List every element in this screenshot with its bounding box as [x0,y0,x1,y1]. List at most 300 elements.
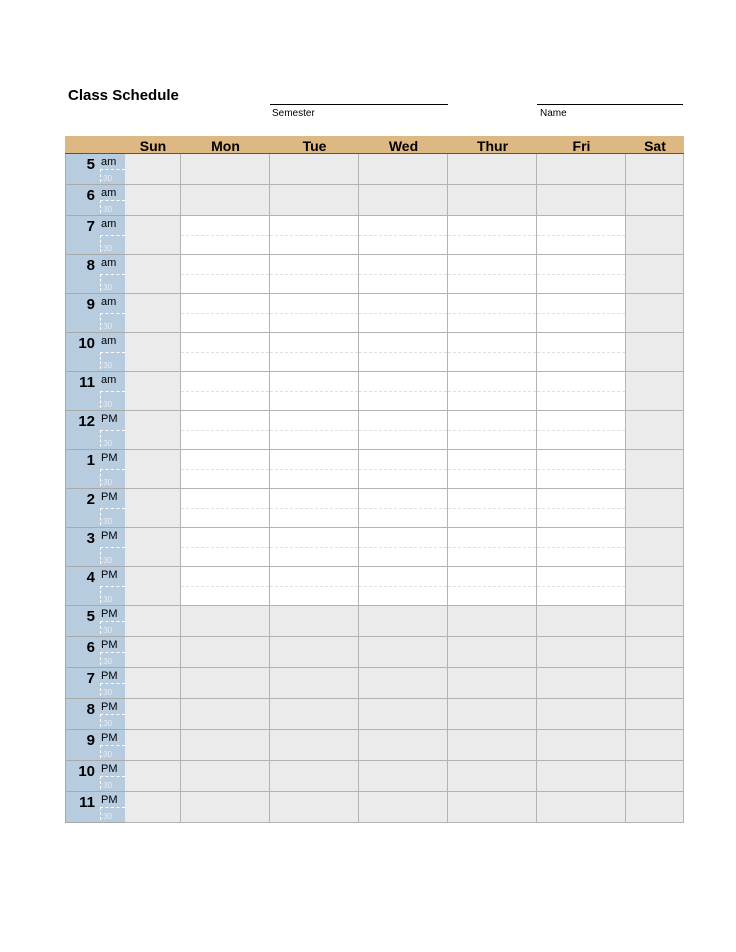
time-row [65,372,684,411]
time-row [65,792,684,823]
half-hour-guide [181,391,269,392]
schedule-cell-fri[interactable] [537,255,626,294]
schedule-cell-wed[interactable] [359,294,448,333]
time-row [65,528,684,567]
schedule-cell-tue[interactable] [270,567,359,606]
schedule-cell-fri[interactable] [537,730,626,761]
schedule-cell-fri[interactable] [537,489,626,528]
schedule-cell-mon[interactable] [181,792,270,823]
schedule-cell-mon[interactable] [181,333,270,372]
schedule-cell-sat[interactable] [626,333,684,372]
half-hour-label: :30 [101,719,113,728]
schedule-cell-sat[interactable] [626,637,684,668]
schedule-cell-fri[interactable] [537,761,626,792]
schedule-cell-sat[interactable] [626,489,684,528]
half-hour-guide [537,586,625,587]
half-hour-guide [181,508,269,509]
half-hour-label: :30 [101,517,113,526]
hour-label: 8 [86,257,95,274]
half-hour-divider [100,714,125,715]
page-title: Class Schedule [68,87,179,104]
half-hour-guide [537,391,625,392]
hour-label: 2 [86,491,95,508]
half-hour-label: :30 [101,556,113,565]
schedule-cell-sat[interactable] [626,567,684,606]
period-label: am [101,257,117,269]
schedule-cell-fri[interactable] [537,372,626,411]
schedule-cell-tue[interactable] [270,606,359,637]
schedule-cell-fri[interactable] [537,668,626,699]
half-hour-label: :30 [101,322,113,331]
half-hour-label: :30 [101,657,113,666]
hour-label: 11 [79,374,95,391]
schedule-cell-mon[interactable] [181,154,270,185]
half-hour-guide [537,508,625,509]
half-hour-guide [359,313,447,314]
half-hour-guide [359,469,447,470]
schedule-cell-wed[interactable] [359,372,448,411]
schedule-cell-sun[interactable] [125,528,181,567]
schedule-cell-sat[interactable] [626,699,684,730]
schedule-cell-wed[interactable] [359,606,448,637]
half-hour-label: :30 [101,244,113,253]
half-hour-divider [100,652,125,653]
half-hour-divider [100,621,125,622]
period-label: PM [101,452,118,464]
schedule-cell-fri[interactable] [537,606,626,637]
time-label-cell [65,761,125,792]
time-label-cell [65,606,125,637]
schedule-cell-thur[interactable] [448,450,537,489]
half-hour-label: :30 [101,750,113,759]
schedule-cell-tue[interactable] [270,489,359,528]
schedule-cell-fri[interactable] [537,411,626,450]
schedule-cell-sun[interactable] [125,668,181,699]
schedule-cell-fri[interactable] [537,216,626,255]
half-hour-guide [270,430,358,431]
time-row [65,294,684,333]
time-row [65,668,684,699]
schedule-cell-thur[interactable] [448,606,537,637]
time-label-cell [65,294,125,333]
schedule-cell-tue[interactable] [270,154,359,185]
period-label: PM [101,763,118,775]
schedule-cell-sat[interactable] [626,372,684,411]
schedule-cell-tue[interactable] [270,333,359,372]
half-hour-guide [181,274,269,275]
half-hour-guide [270,235,358,236]
schedule-cell-thur[interactable] [448,730,537,761]
period-label: am [101,218,117,230]
schedule-cell-tue[interactable] [270,294,359,333]
half-hour-label: :30 [101,812,113,821]
schedule-cell-mon[interactable] [181,637,270,668]
schedule-cell-sun[interactable] [125,255,181,294]
schedule-cell-wed[interactable] [359,489,448,528]
half-hour-guide [448,586,536,587]
period-label: PM [101,701,118,713]
schedule-cell-sat[interactable] [626,185,684,216]
schedule-cell-tue[interactable] [270,528,359,567]
schedule-cell-thur[interactable] [448,668,537,699]
period-label: PM [101,569,118,581]
schedule-cell-fri[interactable] [537,294,626,333]
schedule-cell-tue[interactable] [270,761,359,792]
day-header-row [65,136,684,154]
time-row [65,489,684,528]
schedule-cell-mon[interactable] [181,450,270,489]
schedule-cell-wed[interactable] [359,699,448,730]
name-field-line[interactable] [537,104,683,105]
day-header-thur: Thur [476,138,509,154]
schedule-cell-sun[interactable] [125,450,181,489]
schedule-cell-wed[interactable] [359,216,448,255]
schedule-cell-sun[interactable] [125,606,181,637]
half-hour-guide [537,235,625,236]
time-label-cell [65,333,125,372]
schedule-cell-thur[interactable] [448,216,537,255]
schedule-cell-sat[interactable] [626,154,684,185]
half-hour-guide [181,469,269,470]
schedule-cell-sat[interactable] [626,528,684,567]
hour-label: 12 [78,413,95,430]
schedule-cell-mon[interactable] [181,255,270,294]
schedule-cell-wed[interactable] [359,668,448,699]
schedule-cell-mon[interactable] [181,668,270,699]
schedule-cell-sun[interactable] [125,489,181,528]
half-hour-guide [359,352,447,353]
half-hour-guide [448,391,536,392]
half-hour-guide [270,352,358,353]
schedule-cell-wed[interactable] [359,333,448,372]
half-hour-guide [359,391,447,392]
schedule-cell-tue[interactable] [270,411,359,450]
period-label: PM [101,732,118,744]
schedule-cell-tue[interactable] [270,450,359,489]
half-hour-divider [100,200,125,201]
half-hour-divider [100,430,125,431]
half-hour-divider [100,274,125,275]
schedule-cell-fri[interactable] [537,699,626,730]
schedule-cell-sat[interactable] [626,730,684,761]
schedule-cell-sun[interactable] [125,637,181,668]
half-hour-divider [100,469,125,470]
half-hour-guide [359,508,447,509]
schedule-cell-fri[interactable] [537,333,626,372]
half-hour-label: :30 [101,478,113,487]
day-header-mon: Mon [211,138,240,154]
name-label: Name [540,108,567,119]
schedule-cell-wed[interactable] [359,637,448,668]
schedule-cell-mon[interactable] [181,489,270,528]
half-hour-guide [359,430,447,431]
hour-label: 9 [86,732,95,749]
hour-label: 6 [86,639,95,656]
period-label: PM [101,794,118,806]
schedule-cell-tue[interactable] [270,637,359,668]
schedule-grid [65,136,684,826]
schedule-cell-thur[interactable] [448,294,537,333]
schedule-cell-fri[interactable] [537,185,626,216]
schedule-cell-mon[interactable] [181,372,270,411]
period-label: PM [101,608,118,620]
schedule-cell-thur[interactable] [448,792,537,823]
half-hour-label: :30 [101,205,113,214]
period-label: am [101,296,117,308]
half-hour-divider [100,776,125,777]
schedule-cell-sun[interactable] [125,372,181,411]
half-hour-divider [100,352,125,353]
day-header-tue: Tue [302,138,327,154]
schedule-cell-mon[interactable] [181,761,270,792]
schedule-cell-sun[interactable] [125,411,181,450]
half-hour-guide [181,235,269,236]
schedule-cell-sat[interactable] [626,411,684,450]
time-label-cell [65,154,125,185]
schedule-cell-sat[interactable] [626,294,684,333]
time-row [65,255,684,294]
schedule-cell-wed[interactable] [359,185,448,216]
time-row [65,450,684,489]
schedule-cell-sat[interactable] [626,792,684,823]
hour-label: 5 [86,156,95,173]
half-hour-guide [270,391,358,392]
time-label-cell [65,637,125,668]
schedule-cell-sun[interactable] [125,792,181,823]
schedule-cell-tue[interactable] [270,255,359,294]
schedule-cell-wed[interactable] [359,154,448,185]
schedule-cell-sun[interactable] [125,567,181,606]
schedule-cell-wed[interactable] [359,730,448,761]
half-hour-guide [448,430,536,431]
schedule-cell-sat[interactable] [626,450,684,489]
schedule-cell-tue[interactable] [270,372,359,411]
period-label: am [101,156,117,168]
half-hour-divider [100,313,125,314]
schedule-cell-sun[interactable] [125,216,181,255]
half-hour-divider [100,807,125,808]
schedule-cell-thur[interactable] [448,528,537,567]
half-hour-label: :30 [101,361,113,370]
hour-label: 1 [86,452,95,469]
half-hour-guide [181,313,269,314]
half-hour-guide [181,430,269,431]
schedule-cell-sat[interactable] [626,668,684,699]
schedule-cell-sun[interactable] [125,699,181,730]
half-hour-guide [181,547,269,548]
schedule-cell-thur[interactable] [448,761,537,792]
schedule-cell-thur[interactable] [448,333,537,372]
time-label-cell [65,792,125,823]
half-hour-guide [359,274,447,275]
schedule-cell-sun[interactable] [125,333,181,372]
half-hour-label: :30 [101,400,113,409]
half-hour-guide [181,586,269,587]
half-hour-guide [270,586,358,587]
time-row [65,606,684,637]
half-hour-guide [359,586,447,587]
schedule-cell-thur[interactable] [448,185,537,216]
hour-label: 7 [86,218,95,235]
period-label: PM [101,491,118,503]
schedule-cell-tue[interactable] [270,699,359,730]
schedule-cell-wed[interactable] [359,792,448,823]
hour-label: 5 [86,608,95,625]
schedule-cell-fri[interactable] [537,792,626,823]
schedule-cell-sat[interactable] [626,216,684,255]
schedule-cell-mon[interactable] [181,606,270,637]
half-hour-guide [537,352,625,353]
day-header-wed: Wed [388,138,419,154]
half-hour-divider [100,547,125,548]
time-label-cell [65,567,125,606]
half-hour-divider [100,745,125,746]
time-label-cell [65,668,125,699]
half-hour-guide [448,469,536,470]
schedule-cell-tue[interactable] [270,216,359,255]
period-label: PM [101,413,118,425]
schedule-cell-mon[interactable] [181,294,270,333]
day-header-sun: Sun [139,138,167,154]
schedule-cell-tue[interactable] [270,730,359,761]
semester-label: Semester [272,108,315,119]
schedule-cell-fri[interactable] [537,528,626,567]
half-hour-guide [359,547,447,548]
half-hour-label: :30 [101,283,113,292]
schedule-cell-wed[interactable] [359,411,448,450]
hour-label: 10 [78,763,95,780]
schedule-cell-tue[interactable] [270,792,359,823]
time-label-cell [65,411,125,450]
time-row [65,411,684,450]
schedule-cell-sat[interactable] [626,606,684,637]
time-label-cell [65,730,125,761]
schedule-cell-thur[interactable] [448,699,537,730]
time-label-cell [65,185,125,216]
schedule-cell-mon[interactable] [181,216,270,255]
schedule-cell-sun[interactable] [125,730,181,761]
hour-label: 9 [86,296,95,313]
schedule-cell-thur[interactable] [448,411,537,450]
time-label-cell [65,699,125,730]
half-hour-label: :30 [101,439,113,448]
schedule-cell-thur[interactable] [448,255,537,294]
schedule-cell-thur[interactable] [448,489,537,528]
half-hour-label: :30 [101,595,113,604]
time-label-cell [65,489,125,528]
period-label: PM [101,530,118,542]
half-hour-guide [537,430,625,431]
hour-label: 8 [86,701,95,718]
half-hour-guide [448,547,536,548]
schedule-cell-wed[interactable] [359,528,448,567]
schedule-cell-sun[interactable] [125,154,181,185]
schedule-cell-sun[interactable] [125,761,181,792]
hour-label: 3 [86,530,95,547]
schedule-cell-wed[interactable] [359,567,448,606]
half-hour-guide [181,352,269,353]
half-hour-guide [270,547,358,548]
schedule-cell-tue[interactable] [270,185,359,216]
schedule-cell-thur[interactable] [448,154,537,185]
period-label: PM [101,670,118,682]
half-hour-guide [537,547,625,548]
half-hour-guide [270,274,358,275]
schedule-cell-mon[interactable] [181,567,270,606]
half-hour-guide [537,469,625,470]
time-label-cell [65,450,125,489]
time-row [65,185,684,216]
half-hour-divider [100,235,125,236]
schedule-cell-thur[interactable] [448,637,537,668]
time-label-cell [65,255,125,294]
half-hour-guide [537,313,625,314]
half-hour-guide [448,274,536,275]
half-hour-divider [100,508,125,509]
schedule-cell-fri[interactable] [537,154,626,185]
half-hour-guide [537,274,625,275]
schedule-cell-sat[interactable] [626,255,684,294]
schedule-cell-mon[interactable] [181,730,270,761]
schedule-cell-fri[interactable] [537,450,626,489]
schedule-cell-mon[interactable] [181,185,270,216]
half-hour-guide [270,313,358,314]
period-label: am [101,187,117,199]
time-row [65,699,684,730]
half-hour-guide [448,313,536,314]
schedule-cell-wed[interactable] [359,450,448,489]
hour-label: 10 [78,335,95,352]
half-hour-divider [100,169,125,170]
time-label-cell [65,528,125,567]
time-row [65,216,684,255]
half-hour-guide [270,508,358,509]
schedule-cell-wed[interactable] [359,255,448,294]
schedule-cell-thur[interactable] [448,372,537,411]
semester-field-line[interactable] [270,104,448,105]
time-row [65,730,684,761]
half-hour-guide [270,469,358,470]
schedule-cell-mon[interactable] [181,411,270,450]
hour-label: 11 [79,794,95,811]
schedule-cell-fri[interactable] [537,567,626,606]
half-hour-divider [100,683,125,684]
time-label-cell [65,372,125,411]
half-hour-label: :30 [101,781,113,790]
hour-label: 7 [86,670,95,687]
schedule-cell-tue[interactable] [270,668,359,699]
schedule-cell-sat[interactable] [626,761,684,792]
schedule-cell-sun[interactable] [125,185,181,216]
period-label: PM [101,639,118,651]
time-row [65,333,684,372]
schedule-cell-thur[interactable] [448,567,537,606]
half-hour-label: :30 [101,626,113,635]
schedule-cell-wed[interactable] [359,761,448,792]
time-row [65,637,684,668]
schedule-cell-fri[interactable] [537,637,626,668]
schedule-cell-mon[interactable] [181,699,270,730]
time-row [65,154,684,185]
schedule-cell-mon[interactable] [181,528,270,567]
period-label: am [101,335,117,347]
day-header-fri: Fri [572,138,591,154]
period-label: am [101,374,117,386]
schedule-cell-sun[interactable] [125,294,181,333]
half-hour-guide [448,508,536,509]
half-hour-guide [448,235,536,236]
time-row [65,761,684,792]
